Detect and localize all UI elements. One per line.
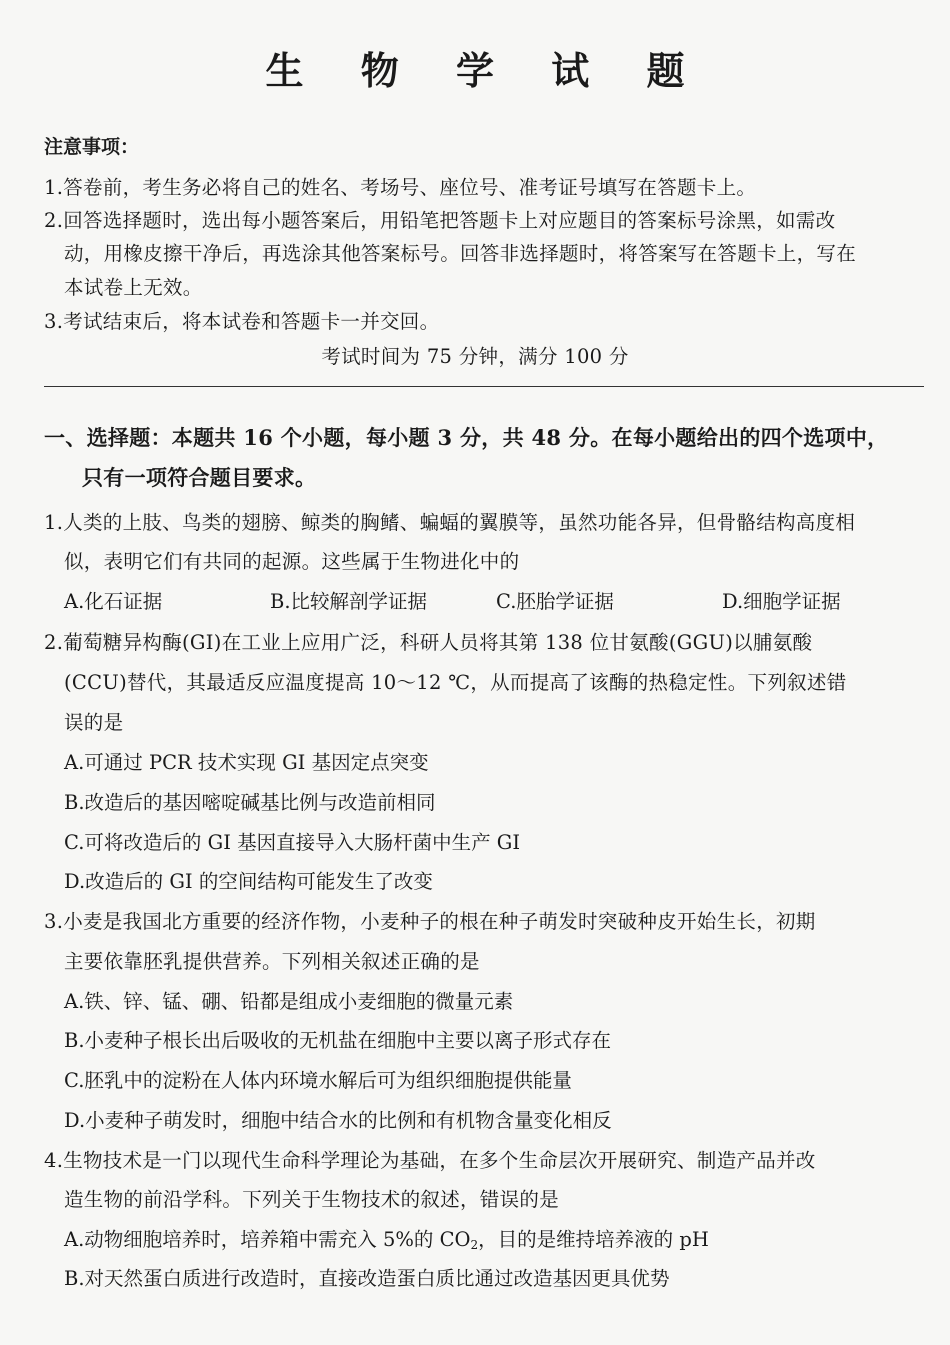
question-4-option-b: B.对天然蛋白质进行改造时，直接改造蛋白质比通过改造基因更具优势 (64, 1267, 670, 1290)
question-2-option-b: B.改造后的基因嘧啶碱基比例与改造前相同 (64, 791, 436, 814)
question-2-option-d: D.改造后的 GI 的空间结构可能发生了改变 (64, 870, 433, 893)
question-2-stem-cont: (CCU)替代，其最适反应温度提高 10～12 ℃，从而提高了该酶的热稳定性。下列叙述错 (64, 671, 847, 694)
question-2-option-c: C.可将改造后的 GI 基因直接导入大肠杆菌中生产 GI (64, 831, 521, 854)
question-4-option-a-subscript: 2 (470, 1238, 479, 1252)
section-heading: 一、选择题：本题共 16 个小题，每小题 3 分，共 48 分。在每小题给出的四个选项中， (44, 425, 889, 450)
question-3-stem-cont: 主要依靠胚乳提供营养。下列相关叙述正确的是 (64, 950, 480, 973)
page-title: 生 物 学 试 题 (265, 48, 707, 93)
question-4-stem: 4.生物技术是一门以现代生命科学理论为基础，在多个生命层次开展研究、制造产品并改 (44, 1149, 816, 1172)
notice-heading: 注意事项： (44, 136, 140, 158)
question-4-stem-cont: 造生物的前沿学科。下列关于生物技术的叙述，错误的是 (64, 1188, 560, 1211)
section-heading-cont: 只有一项符合题目要求。 (82, 465, 317, 490)
question-1-option-d: D.细胞学证据 (722, 590, 841, 613)
exam-time-info: 考试时间为 75 分钟，满分 100 分 (321, 345, 629, 368)
notice-item-1: 1.答卷前，考生务必将自己的姓名、考场号、座位号、准考证号填写在答题卡上。 (44, 176, 757, 199)
question-3-stem: 3.小麦是我国北方重要的经济作物，小麦种子的根在种子萌发时突破种皮开始生长，初期 (44, 910, 816, 933)
notice-item-2: 2.回答选择题时，选出每小题答案后，用铅笔把答题卡上对应题目的答案标号涂黑，如需改 (44, 209, 836, 232)
question-3-option-d: D.小麦种子萌发时，细胞中结合水的比例和有机物含量变化相反 (64, 1109, 612, 1132)
notice-item-2-cont: 动，用橡皮擦干净后，再选涂其他答案标号。回答非选择题时，将答案写在答题卡上，写在 (64, 242, 857, 265)
question-1-stem: 1.人类的上肢、鸟类的翅膀、鲸类的胸鳍、蝙蝠的翼膜等，虽然功能各异，但骨骼结构高度相 (44, 511, 856, 534)
question-1-stem-cont: 似，表明它们有共同的起源。这些属于生物进化中的 (64, 550, 520, 573)
question-4-option-a-pre: A.动物细胞培养时，培养箱中需充入 5%的 CO (64, 1228, 471, 1251)
question-2-stem-end: 误的是 (64, 711, 124, 734)
question-3-option-a: A.铁、锌、锰、硼、铅都是组成小麦细胞的微量元素 (64, 990, 514, 1013)
question-1-option-a: A.化石证据 (64, 590, 163, 613)
notice-item-3: 3.考试结束后，将本试卷和答题卡一并交回。 (44, 310, 440, 333)
question-3-option-b: B.小麦种子根长出后吸收的无机盐在细胞中主要以离子形式存在 (64, 1029, 612, 1052)
question-3-option-c: C.胚乳中的淀粉在人体内环境水解后可为组织细胞提供能量 (64, 1069, 572, 1092)
divider-line (44, 386, 924, 387)
question-4-option-a (64, 1224, 709, 1252)
question-2-option-a: A.可通过 PCR 技术实现 GI 基因定点突变 (64, 751, 429, 774)
notice-item-2-end: 本试卷上无效。 (64, 276, 203, 299)
question-1-option-b: B.比较解剖学证据 (270, 590, 428, 613)
question-2-stem: 2.葡萄糖异构酶(GI)在工业上应用广泛，科研人员将其第 138 位甘氨酸(GGU)以脯氨酸 (44, 631, 813, 654)
question-4-option-a-post: ，目的是维持培养液的 pH (478, 1228, 709, 1251)
question-1-option-c: C.胚胎学证据 (496, 590, 614, 613)
